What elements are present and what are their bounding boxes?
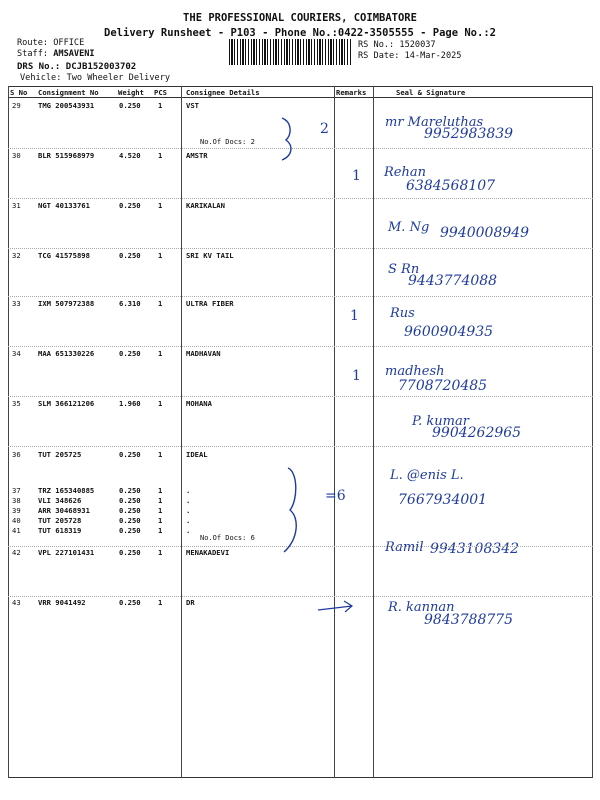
row-separator: [8, 346, 593, 347]
row-weight: 0.250: [119, 486, 141, 495]
row-consignment-no: ARR 30468931: [38, 506, 90, 515]
row-pcs: 1: [158, 101, 163, 110]
row-pcs: 1: [158, 526, 163, 535]
header-pcs: PCS: [154, 88, 167, 97]
row-consignee: .: [186, 486, 191, 495]
row-pcs: 1: [158, 450, 163, 459]
row-sno: 41: [12, 526, 21, 535]
header-remarks: Remarks: [336, 88, 367, 97]
row-consignment-no: VPL 227101431: [38, 548, 95, 557]
signature-ink: L. @enis L.: [390, 468, 464, 483]
row-weight: 1.960: [119, 399, 141, 408]
row-sno: 35: [12, 399, 21, 408]
row-pcs: 1: [158, 299, 163, 308]
row-remark: 1: [352, 368, 361, 384]
row-pcs: 1: [158, 151, 163, 160]
handwritten-phone: 9952983839: [424, 126, 514, 142]
staff-line: [17, 49, 95, 59]
table-top-rule: [8, 86, 593, 87]
row-consignee: ULTRA FIBER: [186, 299, 234, 308]
row-weight: 0.250: [119, 251, 141, 260]
row-weight: 0.250: [119, 101, 141, 110]
staff-label: Staff:: [17, 49, 54, 59]
row-sno: 33: [12, 299, 21, 308]
row-weight: 0.250: [119, 516, 141, 525]
row-sno: 37: [12, 486, 21, 495]
row-weight: 0.250: [119, 506, 141, 515]
row-consignee: .: [186, 516, 191, 525]
staff-name: AMSAVENI: [53, 49, 95, 59]
column-divider: [373, 86, 374, 778]
row-pcs: 1: [158, 516, 163, 525]
row-weight: 6.310: [119, 299, 141, 308]
row-weight: 0.250: [119, 526, 141, 535]
row-separator: [8, 198, 593, 199]
header-consignee: Consignee Details: [186, 88, 260, 97]
header-seal: Seal & Signature: [396, 88, 466, 97]
signature-ink: S Rn: [388, 262, 420, 277]
row-consignee: MADHAVAN: [186, 349, 221, 358]
row-weight: 0.250: [119, 548, 141, 557]
row-sno: 32: [12, 251, 21, 260]
column-divider: [181, 86, 182, 778]
row-sno: 43: [12, 598, 21, 607]
row-consignment-no: BLR 515968979: [38, 151, 95, 160]
row-sno: 29: [12, 101, 21, 110]
row-consignment-no: MAA 651330226: [38, 349, 95, 358]
handwritten-phone: 7667934001: [398, 492, 488, 508]
row-remark: =6: [325, 488, 346, 504]
row-weight: 0.250: [119, 450, 141, 459]
drs-line: [17, 62, 136, 72]
row-consignment-no: TCG 41575898: [38, 251, 90, 260]
row-separator: [8, 446, 593, 447]
vehicle-text: Vehicle: Two Wheeler Delivery: [20, 73, 171, 83]
row-weight: 4.520: [119, 151, 141, 160]
row-separator: [8, 396, 593, 397]
arrow-mark: [318, 601, 352, 612]
row-consignee: VST: [186, 101, 199, 110]
handwritten-phone: 9940008949: [440, 225, 530, 241]
row-consignment-no: IXM 507972388: [38, 299, 95, 308]
row-consignment-no: NGT 40133761: [38, 201, 90, 210]
handwritten-phone: 9904262965: [432, 425, 522, 441]
row-sno: 31: [12, 201, 21, 210]
row-separator: [8, 596, 593, 597]
barcode-image: [229, 39, 352, 65]
row-separator: [8, 296, 593, 297]
row-consignment-no: TMG 200543931: [38, 101, 95, 110]
row-remark: 1: [352, 168, 361, 184]
row-consignee: DR: [186, 598, 195, 607]
brace-mark: [282, 118, 291, 160]
row-sno: 40: [12, 516, 21, 525]
row-consignee: .: [186, 526, 191, 535]
header-weight: Weight: [118, 88, 144, 97]
signature-ink: madhesh: [385, 364, 445, 379]
row-consignment-no: TUT 205725: [38, 450, 82, 459]
row-consignee: IDEAL: [186, 450, 208, 459]
row-separator: [8, 546, 593, 547]
rs-number: RS No.: 1520037: [358, 40, 436, 50]
table-bottom-rule: [8, 777, 593, 778]
signature-ink: Rehan: [384, 165, 426, 180]
drs-label: DRS No.:: [17, 62, 66, 72]
row-sno: 39: [12, 506, 21, 515]
brace-mark: [284, 468, 296, 552]
row-consignee: KARIKALAN: [186, 201, 225, 210]
handwritten-phone: 7708720485: [398, 378, 488, 394]
row-consignment-no: TUT 205728: [38, 516, 82, 525]
row-consignee: MOHANA: [186, 399, 212, 408]
row-docs-count: No.Of Docs: 2: [200, 138, 255, 146]
handwritten-phone: 9443774088: [408, 273, 498, 289]
signature-ink: P. kumar: [412, 414, 469, 429]
handwritten-phone: 9943108342: [430, 541, 520, 557]
handwritten-phone: 9600904935: [404, 324, 494, 340]
column-divider: [8, 86, 9, 778]
handwritten-phone: 6384568107: [406, 178, 496, 194]
row-pcs: 1: [158, 349, 163, 358]
runsheet-subtitle: Delivery Runsheet - P103 - Phone No.:0422-3505555 - Page No.:2: [104, 27, 496, 39]
company-title: THE PROFESSIONAL COURIERS, COIMBATORE: [183, 12, 417, 24]
row-sno: 38: [12, 496, 21, 505]
signature-ink: Ramil: [385, 540, 424, 555]
signature-ink: mr Mareluthas: [385, 115, 484, 130]
row-sno: 34: [12, 349, 21, 358]
row-consignee: .: [186, 496, 191, 505]
row-weight: 0.250: [119, 349, 141, 358]
row-separator: [8, 248, 593, 249]
handwritten-phone: 9843788775: [424, 612, 514, 628]
row-pcs: 1: [158, 496, 163, 505]
column-divider: [592, 86, 593, 778]
row-docs-count: No.Of Docs: 6: [200, 534, 255, 542]
row-consignee: SRI KV TAIL: [186, 251, 234, 260]
route-text: Route: OFFICE: [17, 38, 85, 48]
row-consignee: .: [186, 506, 191, 515]
row-pcs: 1: [158, 506, 163, 515]
drs-number: DCJB152003702: [65, 62, 137, 72]
row-remark: 1: [350, 308, 359, 324]
row-sno: 30: [12, 151, 21, 160]
signature-ink: M. Ng: [388, 220, 430, 235]
row-pcs: 1: [158, 399, 163, 408]
row-consignment-no: VRR 9041492: [38, 598, 86, 607]
row-pcs: 1: [158, 548, 163, 557]
row-pcs: 1: [158, 598, 163, 607]
row-consignment-no: TUT 618319: [38, 526, 82, 535]
row-pcs: 1: [158, 251, 163, 260]
row-consignment-no: SLM 366121206: [38, 399, 95, 408]
row-sno: 42: [12, 548, 21, 557]
row-pcs: 1: [158, 486, 163, 495]
row-consignment-no: VLI 348626: [38, 496, 82, 505]
row-consignment-no: TRZ 165340885: [38, 486, 95, 495]
row-weight: 0.250: [119, 598, 141, 607]
header-consignment: Consignment No: [38, 88, 99, 97]
row-separator: [8, 148, 593, 149]
row-remark: 2: [320, 121, 329, 137]
column-divider: [334, 86, 335, 778]
signature-ink: Rus: [390, 306, 415, 321]
header-bottom-rule: [8, 97, 593, 98]
header-sno: S No: [10, 88, 28, 97]
row-consignee: MENAKADEVI: [186, 548, 230, 557]
row-sno: 36: [12, 450, 21, 459]
rs-date: RS Date: 14-Mar-2025: [358, 51, 462, 61]
signature-ink: R. kannan: [388, 600, 455, 615]
row-consignee: AMSTR: [186, 151, 208, 160]
row-weight: 0.250: [119, 201, 141, 210]
row-weight: 0.250: [119, 496, 141, 505]
row-pcs: 1: [158, 201, 163, 210]
